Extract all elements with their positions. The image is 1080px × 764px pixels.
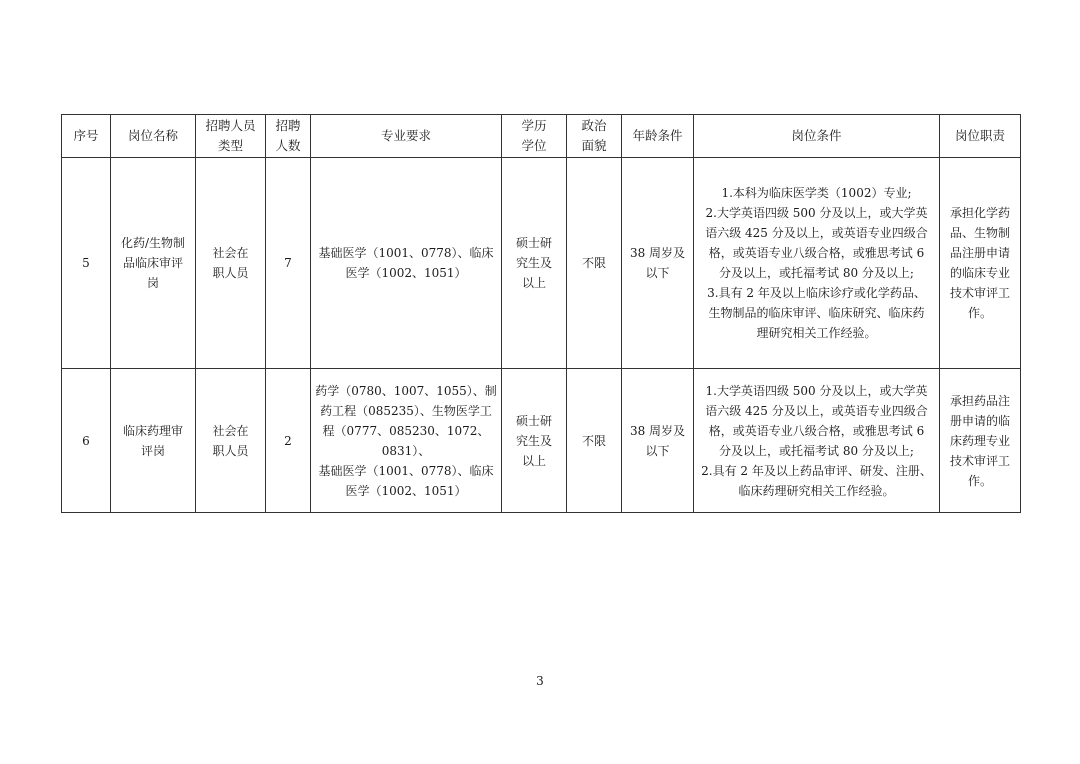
cell-education: 硕士研 究生及 以上 (502, 158, 567, 369)
cell-age: 38 周岁及 以下 (622, 369, 694, 513)
cell-recruit-type: 社会在 职人员 (196, 158, 266, 369)
page-number: 3 (536, 674, 544, 688)
header-post-name: 岗位名称 (111, 115, 196, 158)
header-political: 政治 面貌 (567, 115, 622, 158)
cell-conditions: 1.本科为临床医学类（1002）专业; 2.大学英语四级 500 分及以上，或大学英 语六级 425 分及以上，或英语专业四级合 格，或英语专业八级合格，或雅思考试 6 分及以上，或托福考试 80 分及以上; 3.具有 2 年及以上临床诊疗或化学药品、 生物制品的临床审评、临床研究、临床药 理研究相关工作经验。 (694, 158, 940, 369)
cell-post-name: 化药/生物制 品临床审评 岗 (111, 158, 196, 369)
cell-duties: 承担化学药 品、生物制 品注册申请 的临床专业 技术审评工 作。 (940, 158, 1021, 369)
cell-duties: 承担药品注 册申请的临 床药理专业 技术审评工 作。 (940, 369, 1021, 513)
cell-recruit-count: 2 (266, 369, 311, 513)
header-education: 学历 学位 (502, 115, 567, 158)
header-age: 年龄条件 (622, 115, 694, 158)
cell-conditions: 1.大学英语四级 500 分及以上，或大学英 语六级 425 分及以上，或英语专业四级合 格，或英语专业八级合格，或雅思考试 6 分及以上，或托福考试 80 分及以上; 2.具有 2 年及以上药品审评、研发、注册、 临床药理研究相关工作经验。 (694, 369, 940, 513)
table-row (62, 158, 1021, 369)
table-row (62, 369, 1021, 513)
cell-major: 基础医学（1001、0778）、临床 医学（1002、1051） (311, 158, 502, 369)
recruitment-table (61, 114, 1021, 513)
header-conditions: 岗位条件 (694, 115, 940, 158)
header-duties: 岗位职责 (940, 115, 1021, 158)
cell-education: 硕士研 究生及 以上 (502, 369, 567, 513)
cell-recruit-count: 7 (266, 158, 311, 369)
cell-political: 不限 (567, 369, 622, 513)
cell-no: 6 (62, 369, 111, 513)
cell-age: 38 周岁及 以下 (622, 158, 694, 369)
cell-political: 不限 (567, 158, 622, 369)
cell-no: 5 (62, 158, 111, 369)
header-row (62, 115, 1021, 158)
cell-recruit-type: 社会在 职人员 (196, 369, 266, 513)
header-major: 专业要求 (311, 115, 502, 158)
cell-post-name: 临床药理审 评岗 (111, 369, 196, 513)
header-no: 序号 (62, 115, 111, 158)
header-recruit-type: 招聘人员 类型 (196, 115, 266, 158)
cell-major: 药学（0780、1007、1055）、制 药工程（085235）、生物医学工 程（0777、085230、1072、0831）、 基础医学（1001、0778）、临床 医学（1002、1051） (311, 369, 502, 513)
header-recruit-count: 招聘 人数 (266, 115, 311, 158)
